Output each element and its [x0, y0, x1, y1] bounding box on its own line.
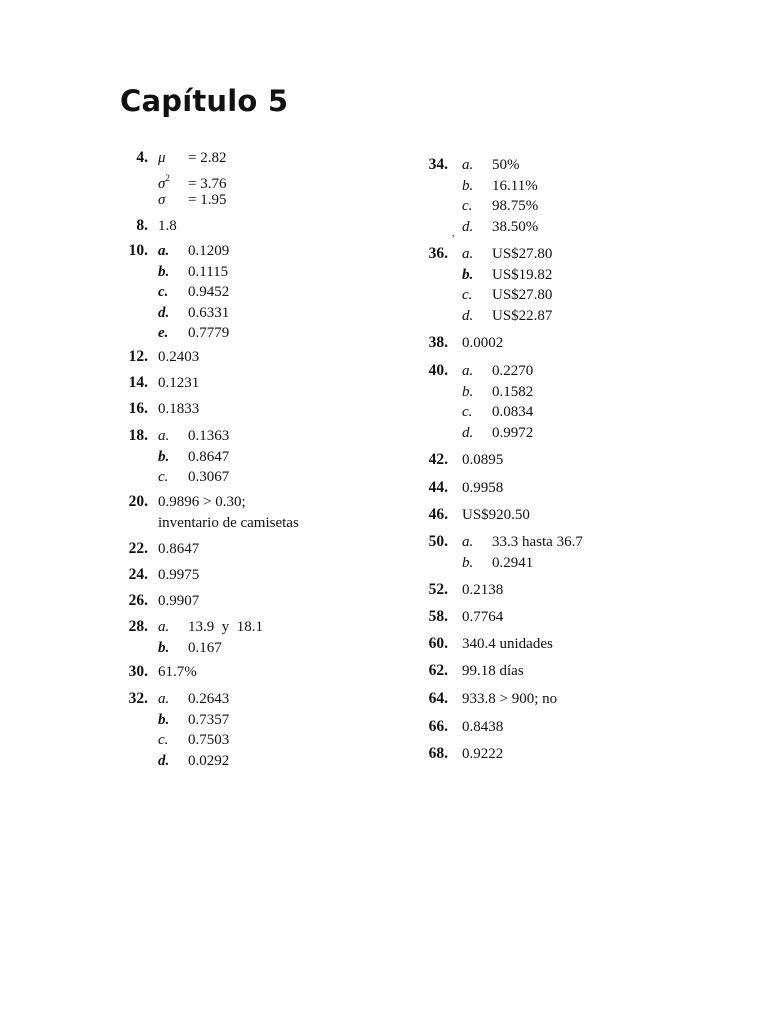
part-letter: c.	[462, 198, 473, 214]
problem-number: 18.	[128, 427, 148, 444]
part-value: 0.8647	[188, 448, 230, 465]
part-value: 0.7779	[188, 325, 230, 341]
part-value: 0.0834	[492, 404, 534, 420]
problem-number: 52.	[428, 581, 448, 598]
problem-number: 24.	[128, 566, 148, 583]
answer-value: 0.0002	[462, 335, 504, 351]
part-letter: b.	[462, 266, 474, 283]
answer-part	[158, 467, 229, 488]
exponent: 2	[165, 173, 170, 183]
part-letter: a.	[158, 691, 170, 707]
part-letter: b.	[462, 383, 474, 400]
part-value: 50%	[492, 157, 520, 173]
part-letter: b.	[462, 177, 474, 194]
part-letter: b.	[158, 448, 170, 465]
mu-symbol: μ	[158, 150, 166, 166]
part-letter: c.	[158, 284, 169, 300]
part-value: 0.1209	[188, 243, 230, 259]
answer-part	[462, 532, 583, 553]
answer-value: 0.8438	[462, 719, 504, 735]
part-letter: a.	[158, 619, 170, 635]
sigma-symbol: σ	[158, 176, 166, 192]
problem-number: 58.	[428, 608, 448, 625]
part-value: 0.2941	[492, 554, 534, 571]
sigma-symbol: σ	[158, 192, 166, 208]
problem-number: 34.	[428, 156, 448, 173]
problem-number: 20.	[128, 493, 148, 510]
answer-part	[158, 617, 263, 638]
answer-part	[462, 361, 533, 382]
answer-part	[462, 196, 538, 217]
part-value: 38.50%	[492, 218, 539, 235]
answer-part	[158, 241, 229, 262]
answer-line-stddev	[158, 190, 226, 211]
problem-number: 60.	[428, 635, 448, 652]
answer-part	[158, 447, 229, 468]
part-letter: a.	[462, 534, 474, 550]
problem-number: 36.	[428, 245, 448, 262]
part-letter: d.	[158, 304, 170, 321]
answer-part	[462, 265, 552, 286]
part-value: US$22.87	[492, 307, 553, 324]
answer-value: US$920.50	[462, 507, 530, 523]
answer-value: 99.18 días	[462, 663, 524, 679]
part-value: 16.11%	[492, 177, 538, 194]
part-value: 0.1115	[188, 263, 229, 280]
problem-number: 50.	[428, 533, 448, 550]
part-value: 98.75%	[492, 198, 539, 214]
scan-speck: ,	[452, 228, 455, 239]
part-value: 0.167	[188, 639, 222, 656]
problem-number: 62.	[428, 662, 448, 679]
part-value: 0.1582	[492, 383, 534, 400]
problem-number: 26.	[128, 592, 148, 609]
part-letter: c.	[462, 287, 473, 303]
answer-line-variance	[158, 169, 226, 190]
problem-answer	[158, 148, 226, 211]
page-title: Capítulo 5	[120, 84, 289, 118]
problem-number: 12.	[128, 348, 148, 365]
part-value: US$27.80	[492, 287, 553, 303]
part-value: 0.3067	[188, 469, 230, 485]
stddev-value: = 1.95	[188, 192, 227, 208]
answer-part	[462, 423, 533, 444]
variance-value: = 3.76	[188, 176, 227, 192]
answer-note: inventario de camisetas	[158, 514, 299, 531]
problem-number: 44.	[428, 479, 448, 496]
answer-part	[462, 382, 533, 403]
problem-number: 46.	[428, 506, 448, 523]
answer-part	[462, 217, 538, 238]
answer-part	[158, 751, 229, 772]
part-letter: a.	[462, 246, 474, 262]
part-letter: c.	[158, 732, 169, 748]
part-value: 0.2270	[492, 363, 534, 379]
problem-number: 42.	[428, 451, 448, 468]
problem-number: 68.	[428, 745, 448, 762]
answer-value: 0.9896 > 0.30;	[158, 494, 246, 510]
answer-part	[462, 402, 533, 423]
answer-part	[158, 710, 229, 731]
answer-value: 0.1231	[158, 375, 200, 391]
answer-part	[462, 285, 552, 306]
part-letter: b.	[462, 554, 474, 571]
problem-number: 38.	[428, 334, 448, 351]
answer-part	[158, 638, 263, 659]
problem-number: 22.	[128, 540, 148, 557]
answer-value: 0.2138	[462, 582, 504, 598]
answer-part	[158, 689, 229, 710]
answer-part	[462, 553, 583, 574]
part-letter: a.	[158, 243, 170, 259]
part-value: US$19.82	[492, 266, 553, 283]
mean-value: = 2.82	[188, 150, 227, 166]
answer-part	[158, 262, 229, 283]
answer-part	[158, 426, 229, 447]
part-value: 0.0292	[188, 752, 230, 769]
answer-value: 0.9975	[158, 567, 200, 583]
part-value: 0.1363	[188, 428, 230, 444]
problem-number: 30.	[128, 663, 148, 680]
part-letter: d.	[158, 752, 170, 769]
answer-value: 0.0895	[462, 452, 504, 468]
problem-number: 40.	[428, 362, 448, 379]
answer-part	[462, 244, 552, 265]
part-letter: c.	[158, 469, 169, 485]
answer-part	[462, 306, 552, 327]
part-value: 13.9 y 18.1	[188, 619, 263, 635]
problem-number: 64.	[428, 690, 448, 707]
answer-value: 0.1833	[158, 401, 200, 417]
part-letter: e.	[158, 325, 169, 341]
answer-value: 933.8 > 900; no	[462, 691, 558, 707]
answer-value: 1.8	[158, 218, 177, 234]
part-letter: a.	[462, 363, 474, 379]
part-letter: c.	[462, 404, 473, 420]
answer-part	[462, 176, 538, 197]
part-letter: d.	[462, 307, 474, 324]
part-value: US$27.80	[492, 246, 553, 262]
problem-number: 16.	[128, 400, 148, 417]
answer-part	[462, 155, 538, 176]
problem-number: 32.	[128, 690, 148, 707]
part-value: 0.7503	[188, 732, 230, 748]
answer-value: 0.7764	[462, 609, 504, 625]
answer-part	[158, 730, 229, 751]
problem-number: 8.	[136, 217, 148, 234]
answer-value: 340.4 unidades	[462, 636, 553, 652]
problem-number: 4.	[136, 149, 148, 166]
answer-value: 0.9907	[158, 593, 200, 609]
problem-number: 66.	[428, 718, 448, 735]
part-letter: a.	[462, 157, 474, 173]
answer-value: 0.9222	[462, 746, 504, 762]
problem-number: 28.	[128, 618, 148, 635]
answer-value: 0.8647	[158, 541, 200, 557]
answer-value: 0.9958	[462, 480, 504, 496]
answer-value: 61.7%	[158, 664, 197, 680]
problem-number: 10.	[128, 242, 148, 259]
part-value: 0.9452	[188, 284, 230, 300]
part-letter: b.	[158, 639, 170, 656]
part-value: 33.3 hasta 36.7	[492, 534, 583, 550]
part-letter: a.	[158, 428, 170, 444]
part-letter: b.	[158, 711, 170, 728]
answer-line-mean	[158, 148, 226, 169]
answer-value: 0.2403	[158, 349, 200, 365]
part-value: 0.2643	[188, 691, 230, 707]
part-letter: b.	[158, 263, 170, 280]
part-letter: d.	[462, 424, 474, 441]
part-value: 0.6331	[188, 304, 230, 321]
part-letter: d.	[462, 218, 474, 235]
answer-part	[158, 303, 229, 324]
answer-part	[158, 323, 229, 344]
part-value: 0.9972	[492, 424, 534, 441]
problem-number: 14.	[128, 374, 148, 391]
answer-part	[158, 282, 229, 303]
part-value: 0.7357	[188, 711, 230, 728]
